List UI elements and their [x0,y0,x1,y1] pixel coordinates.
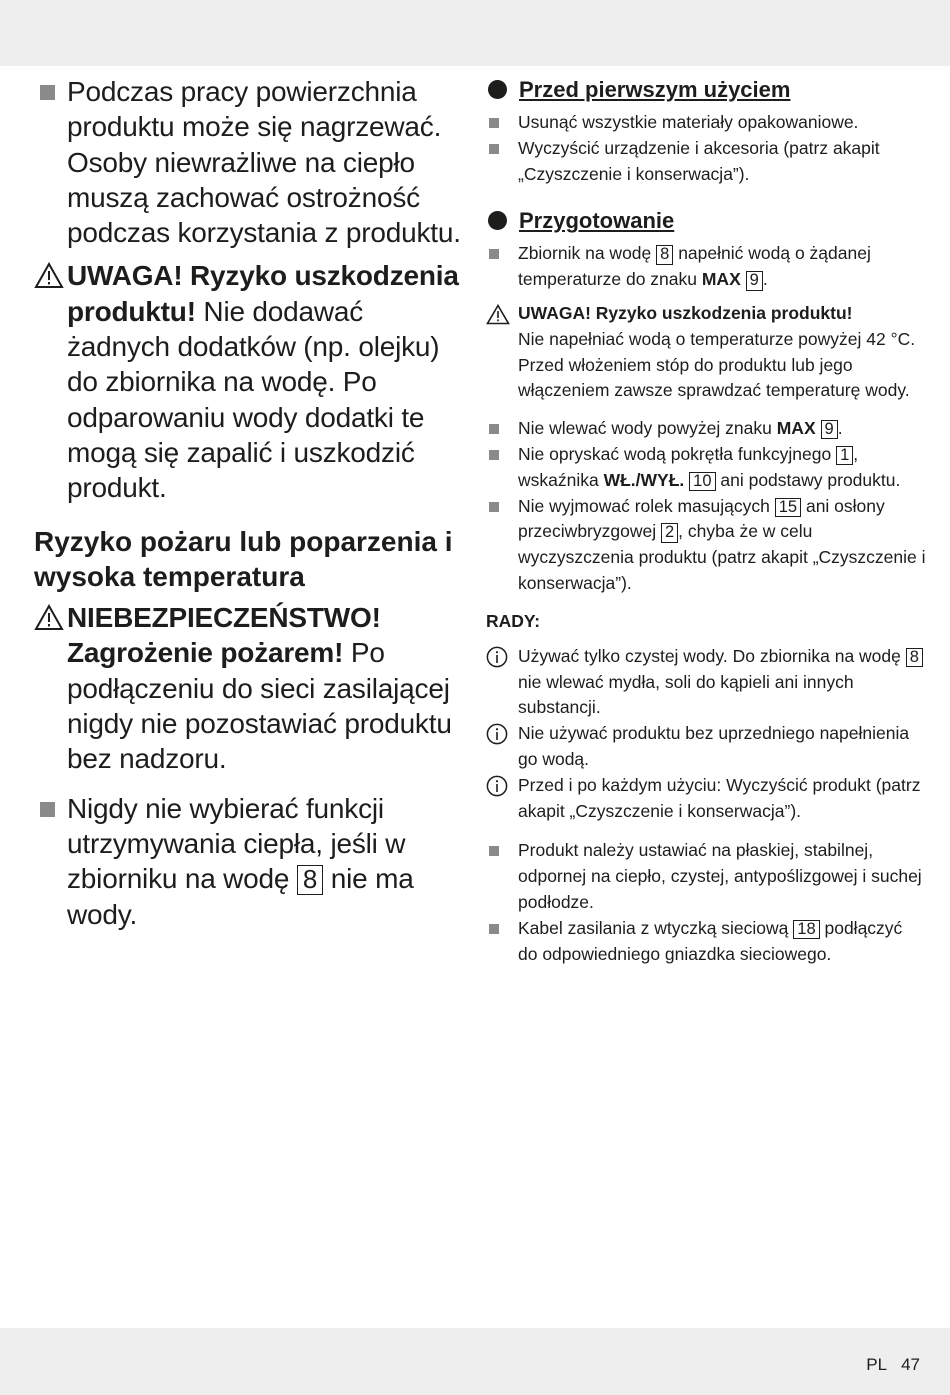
info-icon [486,723,508,745]
tip-item: Przed i po każdym użyciu: Wyczyścić produkt (patrz akapit „Czyszczenie i konserwacja”). [486,773,926,825]
square-bullet-icon [40,802,55,817]
page-footer [852,1355,920,1375]
square-bullet-icon [489,249,499,259]
list-item: Nie wyjmować rolek masujących 15 ani osłony przeciwbryzgowej 2 , chyba że w celu wyczyszczenia produktu (patrz akapit „Czyszczenie i konserwacja”). [486,494,926,597]
reference-number: 8 [297,865,323,894]
reference-number: 15 [775,498,801,517]
square-bullet-icon [489,450,499,460]
list-item: Zbiornik na wodę 8 napełnić wodą o żądanej temperaturze do znaku MAX 9 . [486,241,926,293]
tip-item: Nie używać produktu bez uprzedniego napełnienia go wodą. [486,721,926,773]
list-item: Usunąć wszystkie materiały opakowaniowe. [486,110,926,136]
danger-title: NIEBEZPIECZEŃSTWO! Zagrożenie pożarem! [67,602,381,669]
list-item: Produkt należy ustawiać na płaskiej, stabilnej, odpornej na ciepło, czystej, antypoślizgowej i suchej podłodze. [486,838,926,915]
list-item: Kabel zasilania z wtyczką sieciową 18 podłączyć do odpowiedniego gniazdka sieciowego. [486,916,926,968]
tip-item: Używać tylko czystej wody. Do zbiornika na wodę 8 nie wlewać mydła, soli do kąpieli ani innych substancji. [486,644,926,721]
list-item: Wyczyścić urządzenie i akcesoria (patrz akapit „Czyszczenie i konserwacja”). [486,136,926,188]
header-bar [0,0,950,66]
tips-label: RADY: [486,610,541,631]
warning-triangle-icon [34,604,64,631]
reference-number: 8 [656,245,673,264]
warning-note: UWAGA! Ryzyko uszkodzenia produktu! Nie dodawać żadnych dodatków (np. olejku) do zbiornika na wodę. Po odparowaniu wody dodatki te mogą się zapalić i uszkodzić produkt. [34,258,464,505]
list-item: Nie opryskać wodą pokrętła funkcyjnego 1 , wskaźnika WŁ./WYŁ. 10 ani podstawy produktu. [486,442,926,494]
square-bullet-icon [489,846,499,856]
info-icon [486,646,508,668]
warning-title: UWAGA! Ryzyko uszkodzenia produktu! [518,302,853,323]
danger-note: NIEBEZPIECZEŃSTWO! Zagrożenie pożarem! Po podłączeniu do sieci zasilającej nigdy nie pozostawiać produktu bez nadzoru. [34,600,464,776]
bullet-dot-icon [488,211,507,230]
right-column [486,76,926,967]
list-item: Podczas pracy powierzchnia produktu może się nagrzewać. Osoby niewrażliwe na ciepło muszą zachować ostrożność podczas korzystania z produktu. [34,74,464,250]
list-item: Nie wlewać wody powyżej znaku MAX 9 . [486,416,926,442]
square-bullet-icon [489,502,499,512]
square-bullet-icon [489,144,499,154]
list-item: Nigdy nie wybierać funkcji utrzymywania ciepła, jeśli w zbiorniku na wodę 8 nie ma wody. [34,791,464,932]
section-header [486,207,926,235]
reference-number: 8 [906,648,923,667]
section-title: Przed pierwszym użyciem [519,77,791,102]
warning-note: UWAGA! Ryzyko uszkodzenia produktu! Nie napełniać wodą o temperaturze powyżej 42 °C. Przed włożeniem stóp do produktu lub jego włączeniem zawsze sprawdzać temperaturę wody. [486,301,926,404]
reference-number: 1 [836,446,853,465]
section-heading: Ryzyko pożaru lub poparzenia i wysoka temperatura [34,525,453,592]
section-title: Przygotowanie [519,208,675,234]
reference-number: 9 [821,420,838,439]
language-code: PL [866,1355,888,1374]
info-icon [486,775,508,797]
square-bullet-icon [489,924,499,934]
reference-number: 2 [661,523,678,542]
bullet-dot-icon [488,80,507,99]
square-bullet-icon [40,85,55,100]
left-column [34,74,464,932]
reference-number: 9 [746,271,763,290]
square-bullet-icon [489,118,499,128]
warning-title: UWAGA! Ryzyko uszkodzenia produktu! [67,260,459,327]
warning-triangle-icon [34,262,64,289]
warning-triangle-icon [486,304,510,325]
footer-bar [0,1328,950,1395]
page-number: 47 [901,1355,920,1374]
reference-number: 10 [689,472,715,491]
section-header [486,76,926,104]
square-bullet-icon [489,424,499,434]
reference-number: 18 [793,920,819,939]
